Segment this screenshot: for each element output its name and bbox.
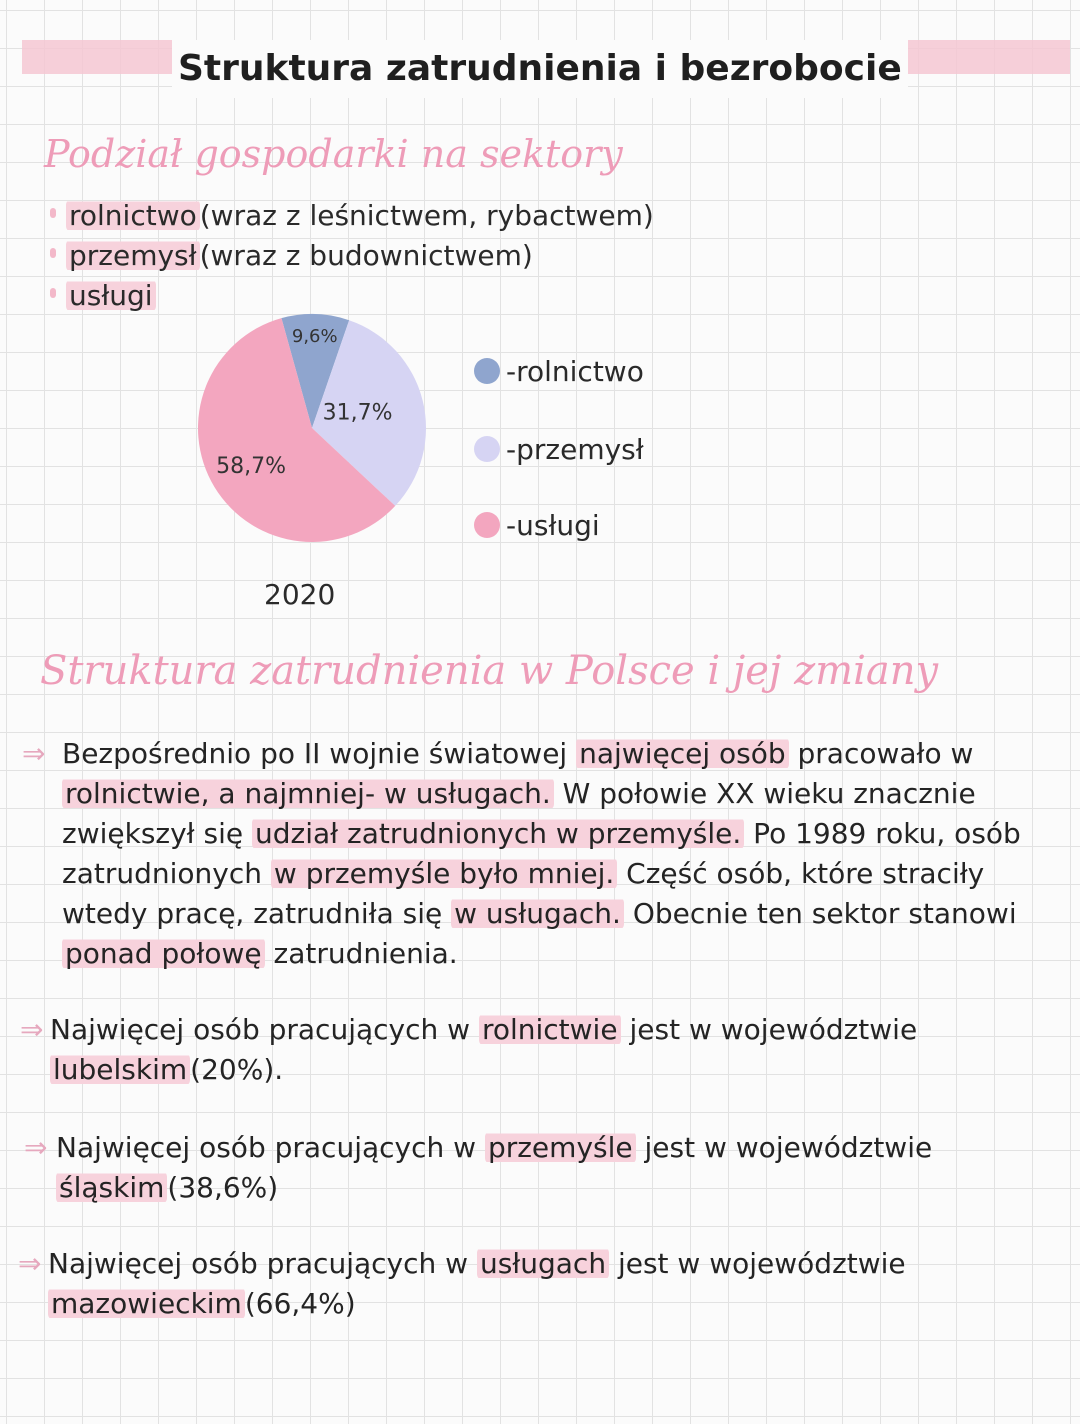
pie-value-label: 58,7% xyxy=(216,453,286,479)
sector-label: przemysł xyxy=(66,239,200,272)
text-line xyxy=(62,734,1062,774)
legend-swatch xyxy=(474,512,500,538)
highlighted-text: w usługach. xyxy=(451,897,624,930)
highlighted-text: śląskim xyxy=(56,1171,167,1204)
page-title: Struktura zatrudnienia i bezrobocie xyxy=(172,40,908,98)
arrow-icon: ⇒ xyxy=(18,1247,42,1280)
pie-value-label: 31,7% xyxy=(322,400,393,426)
highlighted-text: najwięcej osób xyxy=(576,737,789,770)
legend-swatch xyxy=(474,436,500,462)
text-run: Najwięcej osób pracujących w xyxy=(50,1013,479,1046)
text-line xyxy=(56,1168,1056,1208)
paragraph-services xyxy=(48,1244,1048,1324)
paragraph-history xyxy=(62,734,1062,974)
text-line xyxy=(50,1050,1050,1090)
paragraph-agriculture xyxy=(50,1010,1050,1090)
sector-label: rolnictwo xyxy=(66,199,200,232)
highlighted-text: w przemyśle było mniej. xyxy=(271,857,617,890)
arrow-icon: ⇒ xyxy=(20,1013,44,1046)
sector-note: (wraz z budownictwem) xyxy=(199,239,533,272)
text-run: Część osób, które straciły xyxy=(617,857,985,890)
text-line xyxy=(50,1010,1050,1050)
highlighted-text: rolnictwie, a najmniej- w usługach. xyxy=(62,777,554,810)
highlighted-text: usługach xyxy=(477,1247,609,1280)
text-line xyxy=(48,1244,1048,1284)
text-line xyxy=(48,1284,1048,1324)
pie-value-label: 9,6% xyxy=(291,325,338,347)
sector-note: (wraz z leśnictwem, rybactwem) xyxy=(199,199,654,232)
text-run: jest w województwie xyxy=(609,1247,906,1280)
text-run: (38,6%) xyxy=(167,1171,279,1204)
text-line xyxy=(62,934,1062,974)
legend-label: -usługi xyxy=(506,509,600,542)
text-run: Najwięcej osób pracujących w xyxy=(48,1247,477,1280)
list-item xyxy=(50,236,654,276)
text-run: jest w województwie xyxy=(620,1013,918,1046)
arrow-icon: ⇒ xyxy=(24,1131,48,1164)
section-heading-sectors: Podział gospodarki na sektory xyxy=(44,132,623,176)
legend-label: -przemysł xyxy=(506,433,644,466)
text-line xyxy=(62,854,1062,894)
text-run: zwiększył się xyxy=(62,817,253,850)
employment-pie-chart xyxy=(190,300,440,560)
section-heading-employment: Struktura zatrudnienia w Polsce i jej zmiany xyxy=(40,648,939,694)
highlighted-text: lubelskim xyxy=(50,1053,190,1086)
highlighted-text: przemyśle xyxy=(485,1131,636,1164)
highlighted-text: mazowieckim xyxy=(48,1287,245,1320)
paragraph-industry xyxy=(56,1128,1056,1208)
text-line xyxy=(62,774,1062,814)
text-run: pracowało w xyxy=(788,737,974,770)
text-line xyxy=(62,814,1062,854)
legend-swatch xyxy=(474,358,500,384)
text-run: zatrudnienia. xyxy=(264,937,458,970)
text-run: (20%). xyxy=(190,1053,284,1086)
text-run: Po 1989 roku, osób xyxy=(744,817,1021,850)
text-run: jest w województwie xyxy=(635,1131,933,1164)
arrow-icon: ⇒ xyxy=(22,737,46,770)
highlighted-text: ponad połowę xyxy=(62,937,265,970)
text-run: W połowie XX wieku znacznie xyxy=(553,777,976,810)
sector-label: usługi xyxy=(66,279,156,312)
text-run: zatrudnionych xyxy=(62,857,271,890)
text-run: Obecnie ten sektor stanowi xyxy=(623,897,1017,930)
text-run: (66,4%) xyxy=(244,1287,356,1320)
legend-label: -rolnictwo xyxy=(506,355,644,388)
text-run: wtedy pracę, zatrudniła się xyxy=(62,897,452,930)
text-line xyxy=(62,894,1062,934)
text-run: Bezpośrednio po II wojnie światowej xyxy=(62,737,577,770)
list-item xyxy=(50,196,654,236)
text-run: Najwięcej osób pracujących w xyxy=(56,1131,485,1164)
chart-year-label: 2020 xyxy=(264,578,336,611)
sector-list xyxy=(50,196,654,316)
highlighted-text: udział zatrudnionych w przemyśle. xyxy=(252,817,744,850)
text-line xyxy=(56,1128,1056,1168)
highlighted-text: rolnictwie xyxy=(479,1013,621,1046)
